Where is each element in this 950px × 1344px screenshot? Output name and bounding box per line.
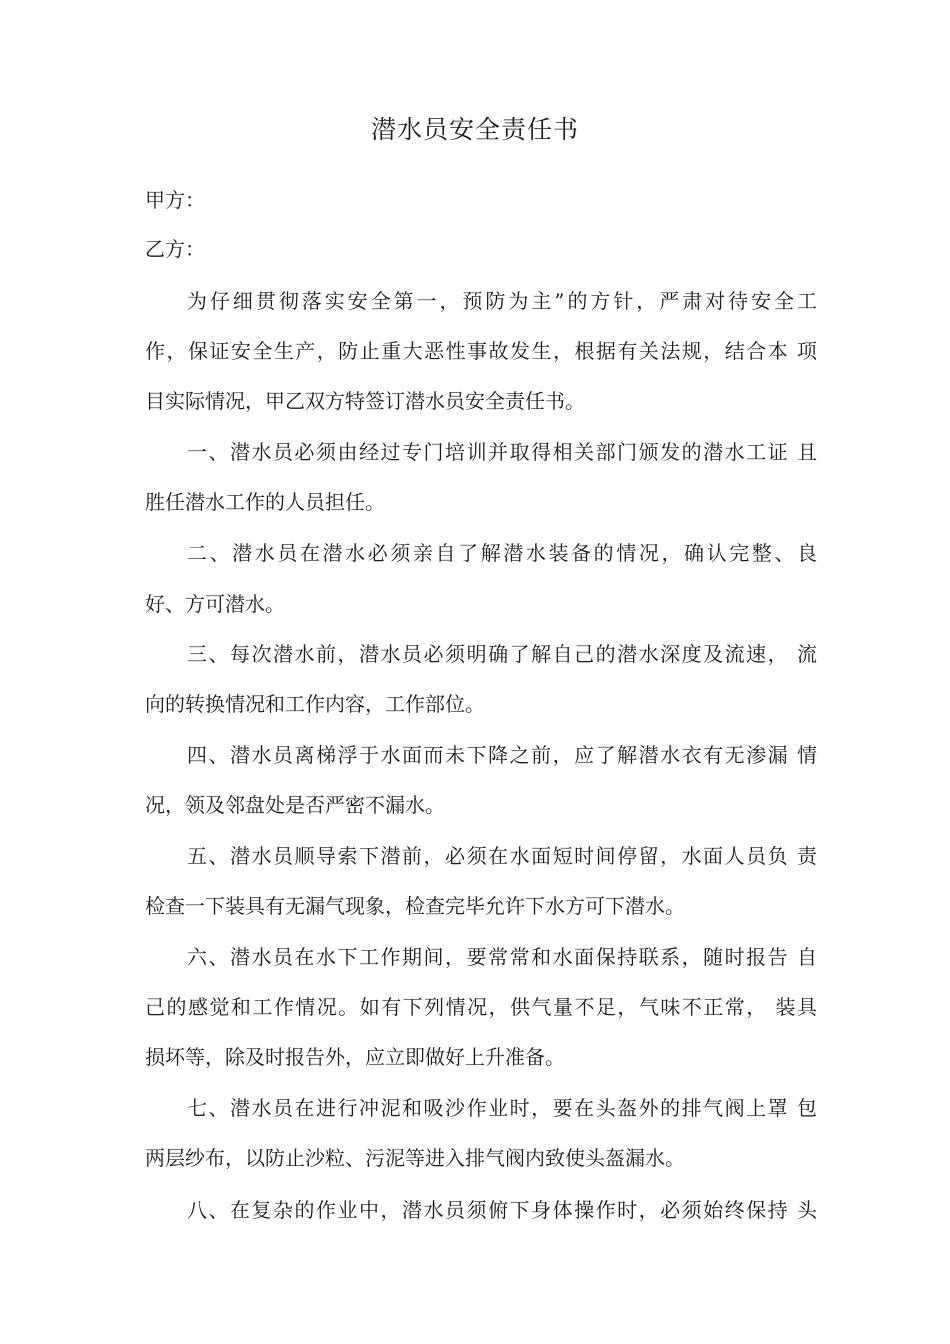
clause-5-line-1: 五、潜水员顺导索下潜前，必须在水面短时间停留，水面人员负 责 (187, 844, 817, 868)
clause-1-line-2: 胜任潜水工作的人员担任。 (145, 490, 385, 514)
clause-2-line-1: 二、潜水员在潜水必须亲自了解潜水装备的情况，确认完整、良 (187, 541, 817, 565)
document-title: 潜水员安全责任书 (370, 115, 579, 144)
preamble-line-3: 目实际情况，甲乙双方特签订潜水员安全责任书。 (145, 389, 585, 413)
clause-1-line-1: 一、潜水员必须由经过专门培训并取得相关部门颁发的潜水工证 且 (187, 440, 817, 464)
clause-3-line-1: 三、每次潜水前，潜水员必须明确了解自己的潜水深度及流速， 流 (187, 642, 817, 666)
clause-7-line-1: 七、潜水员在进行冲泥和吸沙作业时，要在头盔外的排气阀上罩 包 (187, 1096, 817, 1120)
clause-4-line-1: 四、潜水员离梯浮于水面而未下降之前，应了解潜水衣有无渗漏 情 (187, 743, 817, 767)
clause-6-line-2: 己的感觉和工作情况。如有下列情况，供气量不足，气味不正常， 装具 (145, 995, 817, 1019)
clause-6-line-3: 损坏等，除及时报告外，应立即做好上升准备。 (145, 1045, 565, 1069)
clause-3-line-2: 向的转换情况和工作内容，工作部位。 (145, 692, 485, 716)
clause-8-line-1: 八、在复杂的作业中，潜水员须俯下身体操作时，必须始终保持 头 (187, 1198, 817, 1222)
preamble-line-1: 为仔细贯彻落实安全第一，预防为主”的方针，严肃对待安全工 (187, 289, 817, 313)
preamble-line-2: 作，保证安全生产，防止重大恶性事故发生，根据有关法规，结合本 项 (145, 339, 817, 363)
clause-2-line-2: 好、方可潜水。 (145, 592, 285, 616)
clause-7-line-2: 两层纱布，以防止沙粒、污泥等进入排气阀内致使头盔漏水。 (145, 1146, 685, 1170)
party-b-label: 乙方： (145, 237, 205, 261)
clause-5-line-2: 检查一下装具有无漏气现象，检查完毕允许下水方可下潜水。 (145, 894, 685, 918)
party-a-label: 甲方： (145, 188, 205, 212)
clause-4-line-2: 况，领及邻盘处是否严密不漏水。 (145, 793, 445, 817)
clause-6-line-1: 六、潜水员在水下工作期间，要常常和水面保持联系，随时报告 自 (187, 945, 817, 969)
